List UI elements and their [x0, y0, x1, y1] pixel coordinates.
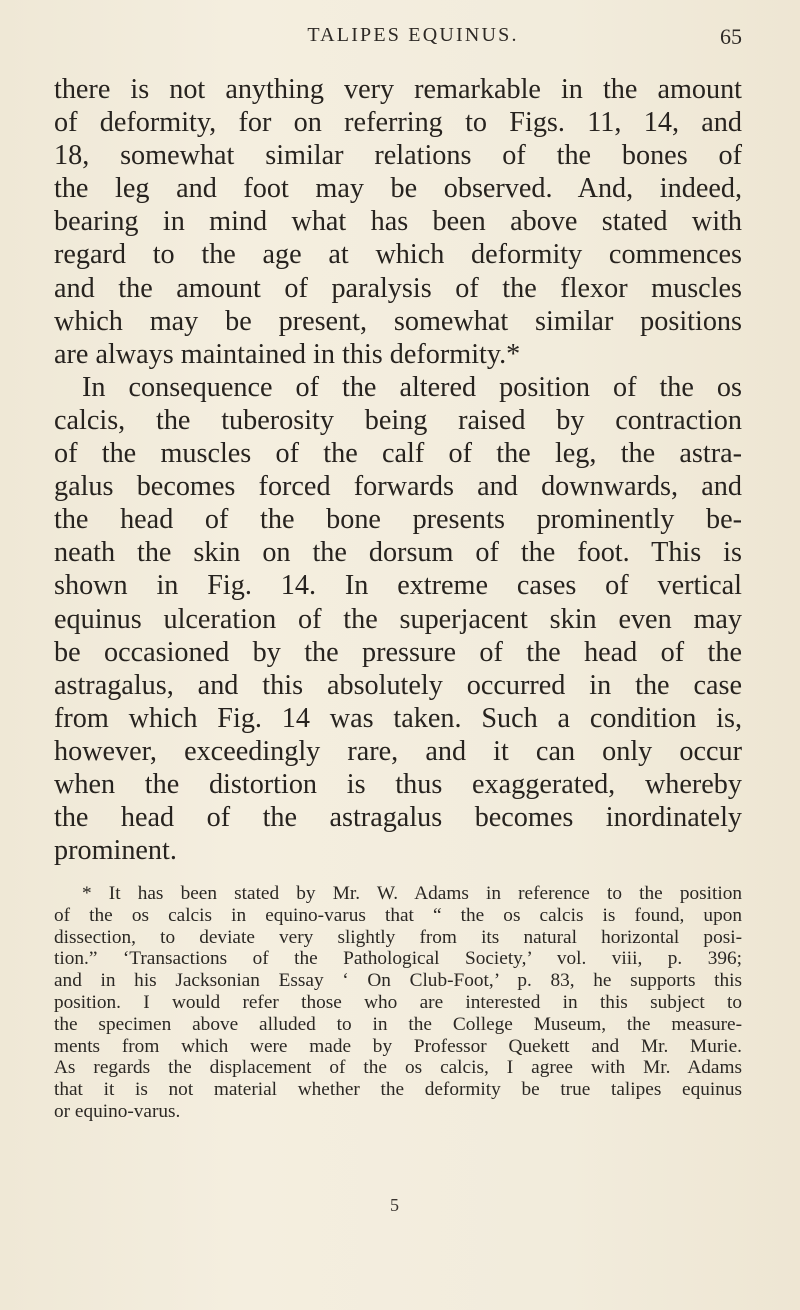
- body-line: 18, somewhat similar relations of the bones of: [54, 140, 742, 172]
- body-line: galus becomes forced forwards and downwards, and: [54, 471, 742, 503]
- running-title: TALIPES EQUINUS.: [307, 24, 519, 46]
- footnote-line: the specimen above alluded to in the College Museum, the measure-: [54, 1013, 742, 1035]
- body-line: calcis, the tuberosity being raised by contraction: [54, 404, 742, 436]
- running-head: [84, 24, 742, 56]
- body-line: of the muscles of the calf of the leg, the astra-: [54, 438, 742, 470]
- body-line: bearing in mind what has been above stated with: [54, 206, 742, 238]
- body-line: equinus ulceration of the superjacent skin even may: [54, 603, 742, 635]
- body-line: are always maintained in this deformity.*: [54, 338, 521, 370]
- body-line: the leg and foot may be observed. And, indeed,: [54, 173, 742, 205]
- body-line: prominent.: [54, 835, 177, 867]
- body-line: when the distortion is thus exaggerated, whereby: [54, 768, 742, 800]
- body-line: of deformity, for on referring to Figs. 11, 14, and: [54, 107, 742, 139]
- body-line: be occasioned by the pressure of the head of the: [54, 636, 742, 668]
- body-line: however, exceedingly rare, and it can only occur: [54, 735, 742, 767]
- footnote-line: of the os calcis in equino-varus that “ the os calcis is found, upon: [54, 904, 742, 926]
- body-line: the head of the astragalus becomes inordinately: [54, 802, 742, 834]
- body-line: there is not anything very remarkable in the amount: [54, 74, 742, 105]
- body-line: the head of the bone presents prominently be-: [54, 504, 742, 536]
- body-text: [54, 73, 742, 867]
- footnote-line: and in his Jacksonian Essay ‘ On Club-Foot,’ p. 83, he supports this: [54, 970, 742, 992]
- body-line: shown in Fig. 14. In extreme cases of vertical: [54, 570, 742, 602]
- footnote-line: As regards the displacement of the os calcis, I agree with Mr. Adams: [54, 1057, 742, 1079]
- signature-mark: 5: [390, 1195, 399, 1215]
- body-line: neath the skin on the dorsum of the foot. This is: [54, 537, 742, 569]
- footnote-line: position. I would refer those who are interested in this subject to: [54, 991, 742, 1013]
- footnote-line: or equino-varus.: [54, 1100, 181, 1122]
- footnote-line: tion.” ‘Transactions of the Pathological Society,’ vol. viii, p. 396;: [54, 948, 742, 970]
- body-line: and the amount of paralysis of the flexor muscles: [54, 272, 742, 304]
- footnote: [54, 883, 742, 1123]
- footnote-line: ments from which were made by Professor Quekett and Mr. Murie.: [54, 1035, 742, 1057]
- footnote-line: that it is not material whether the deformity be true talipes equinus: [54, 1079, 742, 1101]
- body-line: astragalus, and this absolutely occurred in the case: [54, 669, 742, 701]
- body-line: from which Fig. 14 was taken. Such a condition is,: [54, 702, 742, 734]
- body-line: regard to the age at which deformity commences: [54, 239, 742, 271]
- footnote-line: * It has been stated by Mr. W. Adams in reference to the position: [82, 883, 742, 904]
- body-line: In consequence of the altered position of the os: [82, 371, 742, 403]
- page-number: 65: [720, 24, 742, 49]
- footnote-line: dissection, to deviate very slightly from its natural horizontal posi-: [54, 926, 742, 948]
- body-line: which may be present, somewhat similar positions: [54, 305, 742, 337]
